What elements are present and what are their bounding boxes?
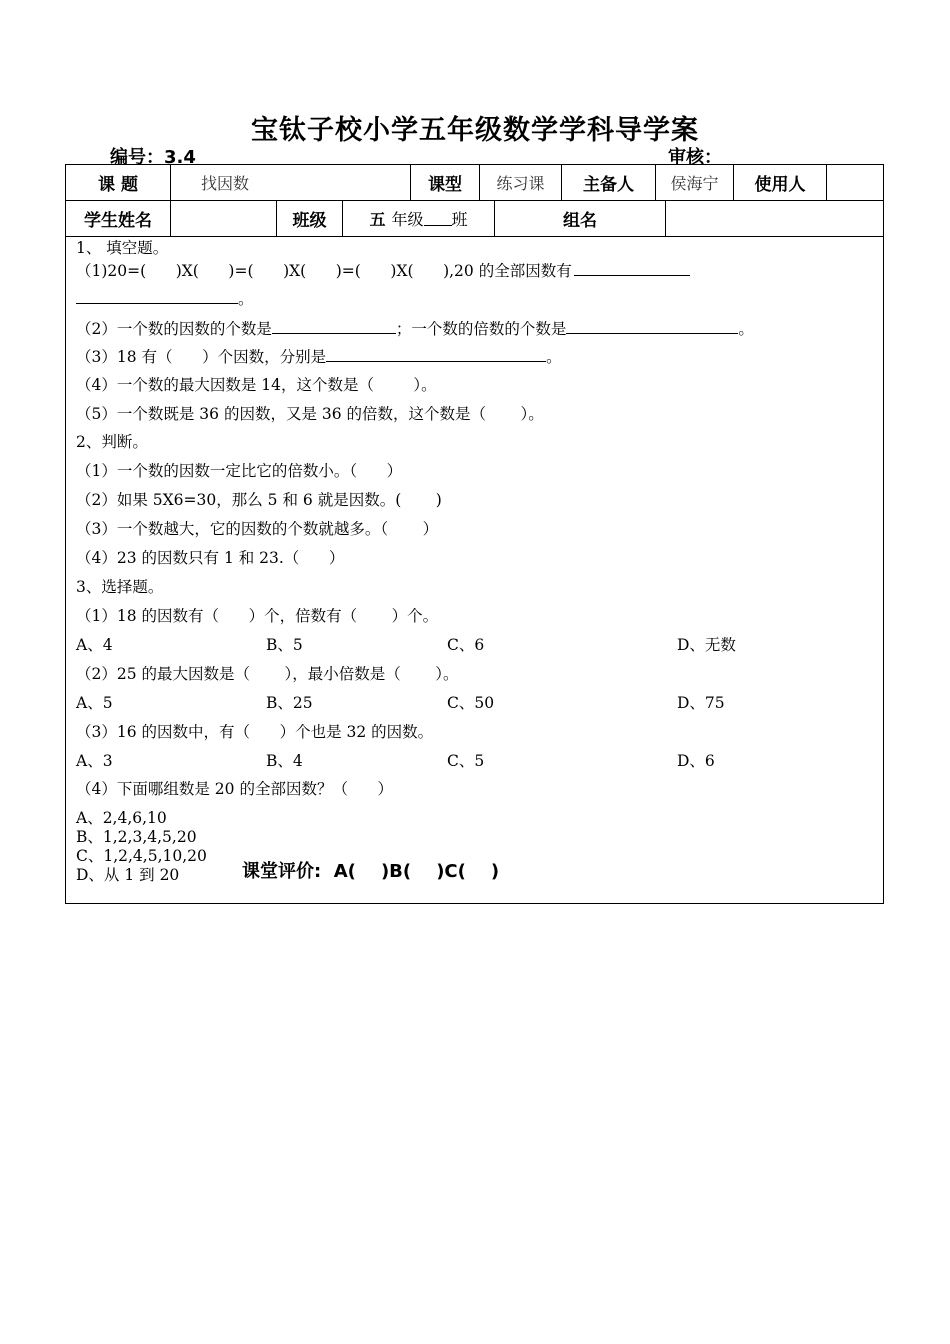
question-1-2-text-a: （2）一个数的因数的个数是 (76, 320, 272, 338)
question-1-2-end: 。 (738, 320, 754, 338)
answer-blank[interactable] (272, 319, 396, 334)
class-grade-suffix: 年级 (391, 210, 424, 229)
question-2-2: （2）如果 5X6=30，那么 5 和 6 就是因数。( ) (76, 491, 442, 509)
option-a: A、5 (76, 694, 113, 712)
user-value[interactable] (827, 165, 883, 200)
question-3-4: （4）下面哪组数是 20 的全部因数？（ ） (76, 780, 394, 798)
group-label: 组名 (495, 201, 666, 236)
topic-label: 课 题 (66, 165, 171, 200)
option-d: D、75 (677, 694, 725, 712)
topic-value: 找因数 (171, 165, 411, 200)
option-c: C、5 (447, 752, 485, 770)
option-b: B、25 (266, 694, 313, 712)
section-choice: 3、选择题。 (76, 578, 164, 596)
section-judge: 2、判断。 (76, 433, 148, 451)
answer-blank[interactable] (76, 289, 238, 304)
question-1-2-text-b: ；一个数的倍数的个数是 (395, 320, 567, 338)
answer-blank[interactable] (574, 261, 690, 276)
header-row-1 (66, 165, 883, 201)
option-c: C、6 (447, 636, 485, 654)
class-value[interactable] (343, 201, 495, 236)
option-b: B、1,2,3,4,5,20 (76, 828, 197, 846)
preparer-label: 主备人 (562, 165, 656, 200)
question-1-2 (76, 319, 754, 338)
answer-blank[interactable] (326, 347, 546, 362)
preparer-value: 侯海宁 (656, 165, 734, 200)
option-b: B、5 (266, 636, 303, 654)
type-label: 课型 (411, 165, 480, 200)
serial-number: 编号：3.4 (110, 147, 196, 168)
question-1-1 (76, 261, 690, 280)
worksheet-body (66, 237, 883, 903)
student-name-label: 学生姓名 (66, 201, 171, 236)
student-name-value[interactable] (171, 201, 277, 236)
option-b: B、4 (266, 752, 303, 770)
review-label: 审核： (668, 147, 722, 168)
type-value: 练习课 (480, 165, 562, 200)
question-1-5: （5）一个数既是 36 的因数，又是 36 的倍数，这个数是（ ）。 (76, 405, 544, 423)
section-fill-blank: 1、 填空题。 (76, 239, 169, 257)
question-1-3-text: （3）18 有（ ）个因数，分别是 (76, 348, 327, 366)
group-value[interactable] (666, 201, 883, 236)
document-title: 宝钛子校小学五年级数学学科导学案 (251, 115, 699, 146)
option-a: A、2,4,6,10 (76, 809, 167, 827)
class-suffix: 班 (451, 210, 468, 229)
question-1-1-text: （1)20=( )X( )=( )X( )=( )X( ),20 的全部因数有 (76, 262, 572, 280)
class-evaluation: 课堂评价: A( )B( )C( ) (242, 861, 500, 882)
option-a: A、4 (76, 636, 113, 654)
question-3-2: （2）25 的最大因数是（ ），最小倍数是（ ）。 (76, 665, 459, 683)
header-row-2 (66, 201, 883, 237)
question-2-4: （4）23 的因数只有 1 和 23.（ ） (76, 549, 345, 567)
answer-blank[interactable] (566, 319, 738, 334)
option-d: D、6 (677, 752, 715, 770)
class-blank (424, 211, 452, 226)
class-grade: 五 (369, 210, 386, 229)
question-2-3: （3）一个数越大，它的因数的个数就越多。（ ） (76, 520, 439, 538)
user-label: 使用人 (734, 165, 827, 200)
worksheet-table (65, 164, 884, 904)
option-a: A、3 (76, 752, 113, 770)
option-d: D、从 1 到 20 (76, 866, 180, 884)
question-1-1-cont (76, 289, 254, 308)
class-label: 班级 (277, 201, 343, 236)
question-1-3-end: 。 (546, 348, 562, 366)
option-c: C、50 (447, 694, 495, 712)
question-1-1-end: 。 (238, 290, 254, 308)
question-1-3 (76, 347, 562, 366)
option-c: C、1,2,4,5,10,20 (76, 847, 207, 865)
question-3-1: （1）18 的因数有（ ）个，倍数有（ ）个。 (76, 607, 439, 625)
question-2-1: （1）一个数的因数一定比它的倍数小。（ ） (76, 462, 403, 480)
option-d: D、无数 (677, 636, 736, 654)
question-3-3: （3）16 的因数中，有（ ）个也是 32 的因数。 (76, 723, 434, 741)
question-1-4: （4）一个数的最大因数是 14，这个数是（ ）。 (76, 376, 437, 394)
